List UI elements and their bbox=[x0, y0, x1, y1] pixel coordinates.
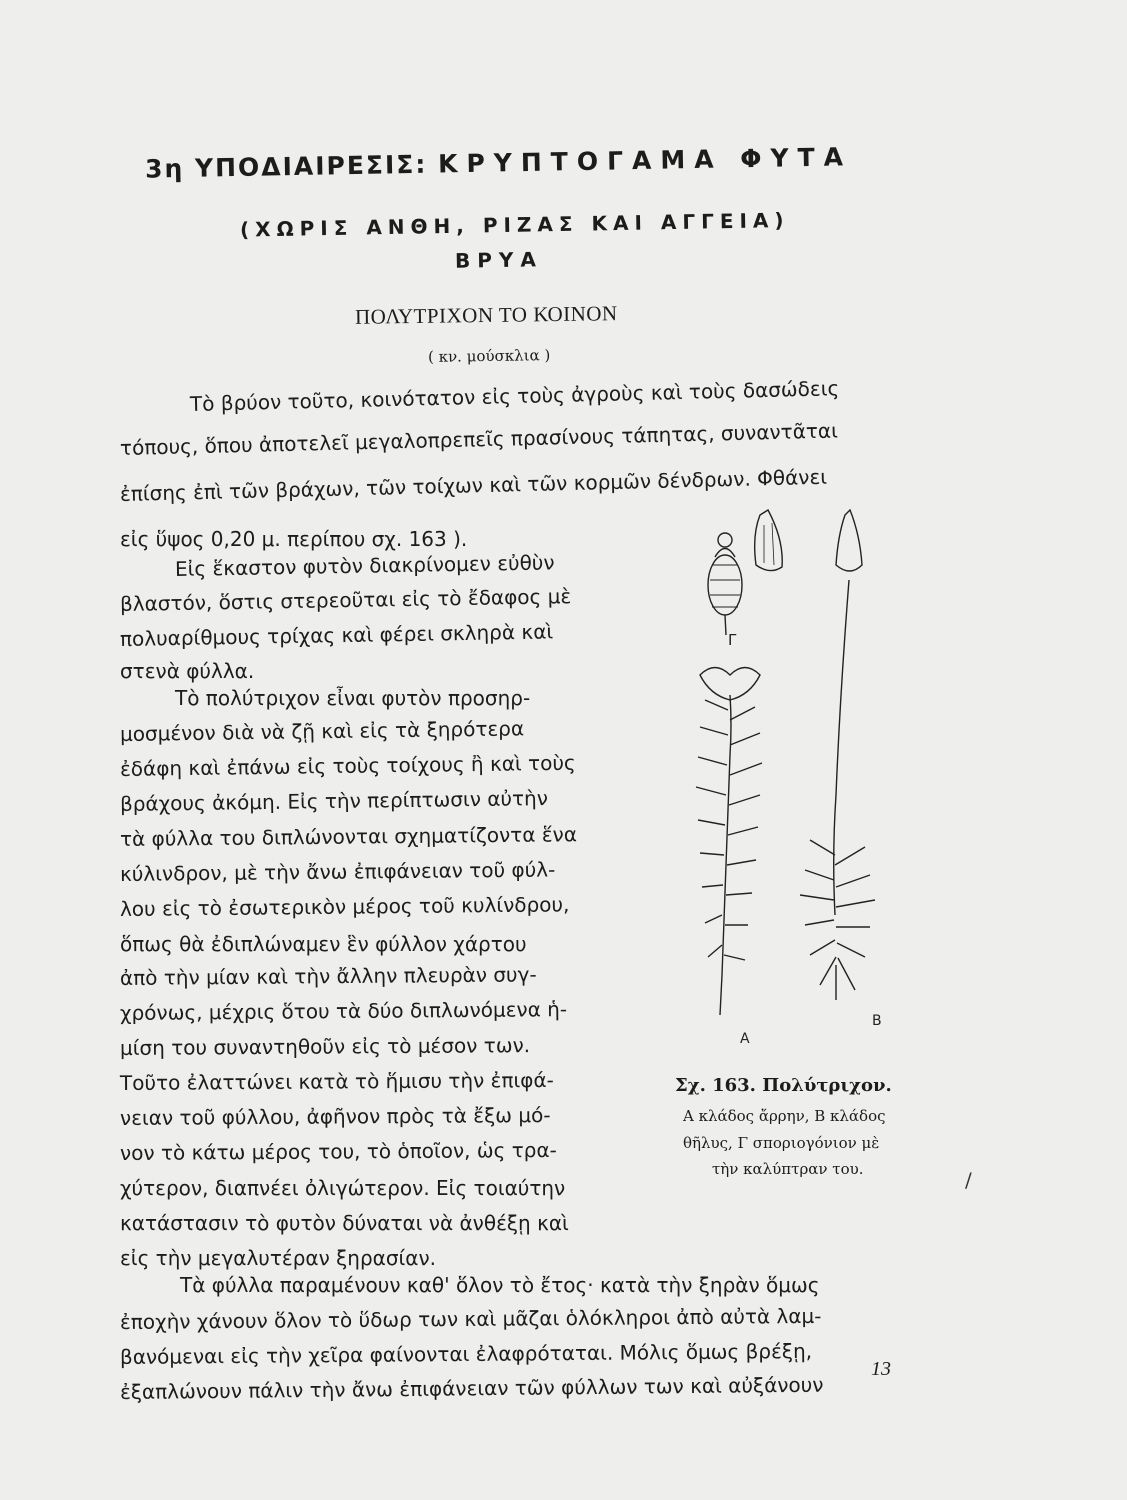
body-line: τὰ φύλλα του διπλώνονται σχηματίζοντα ἕνα bbox=[119, 822, 578, 851]
body-line: ἐποχὴν χάνουν ὅλον τὸ ὕδωρ των καὶ μᾶζαι ὁλόκληροι ἀπὸ αὐτὰ λαμ- bbox=[119, 1303, 822, 1334]
figure-caption-title: Σχ. 163. Πολύτριχον. bbox=[675, 1075, 892, 1096]
body-line: εἰς ὕψος 0,20 μ. περίπου σχ. 163 ). bbox=[120, 527, 468, 551]
section-subtitle: (ΧΩΡΙΣ ΑΝΘΗ, ΡΙΖΑΣ ΚΑΙ ΑΓΓΕΙΑ) bbox=[239, 207, 790, 242]
body-line: μίση του συναντηθοῦν εἰς τὸ μέσον των. bbox=[119, 1033, 531, 1060]
figure-label-c: Γ bbox=[728, 631, 737, 649]
body-line: Τὰ φύλλα παραμένουν καθ' ὅλον τὸ ἔτος· κατὰ τὴν ξηρὰν ὅμως bbox=[180, 1273, 820, 1297]
body-line: τόπους, ὅπου ἀποτελεῖ μεγαλοπρεπεῖς πρασίνους τάπητας, συναντᾶται bbox=[119, 418, 839, 460]
body-line: ἐπίσης ἐπὶ τῶν βράχων, τῶν τοίχων καὶ τῶν κορμῶν δένδρων. Φθάνει bbox=[119, 464, 828, 506]
body-line: ἐξαπλώνουν πάλιν τὴν ἄνω ἐπιφάνειαν τῶν φύλλων των καὶ αὐξάνουν bbox=[119, 1372, 824, 1404]
body-line: στενὰ φύλλα. bbox=[120, 659, 255, 683]
body-line: Τὸ βρύον τοῦτο, κοινότατον εἰς τοὺς ἀγροὺς καὶ τοὺς δασώδεις bbox=[189, 376, 840, 416]
body-line: κατάστασιν τὸ φυτὸν δύναται νὰ ἀνθέξῃ καὶ bbox=[120, 1211, 569, 1235]
body-line: πολυαρίθμους τρίχας καὶ φέρει σκληρὰ καὶ bbox=[119, 619, 554, 651]
section-heading-prefix: 3η ΥΠΟΔΙΑΙΡΕΣΙΣ: bbox=[144, 149, 428, 184]
body-line: βλαστόν, ὅστις στερεοῦται εἰς τὸ ἔδαφος μὲ bbox=[119, 584, 572, 616]
common-name: ( κν. μούσκλια ) bbox=[427, 346, 551, 366]
body-line: Τὸ πολύτριχον εἶναι φυτὸν προσηρ- bbox=[175, 686, 531, 710]
species-heading: ΠΟΛΥΤΡΙΧΟΝ ΤΟ ΚΟΙΝΟΝ bbox=[354, 301, 618, 329]
body-line: μοσμένον διὰ νὰ ζῇ καὶ εἰς τὰ ξηρότερα bbox=[119, 716, 525, 746]
body-line: ἀπὸ τὴν μίαν καὶ τὴν ἄλλην πλευρὰν συγ- bbox=[119, 962, 537, 990]
body-line: ἐδάφη καὶ ἐπάνω εἰς τοὺς τοίχους ἢ καὶ τοὺς bbox=[119, 750, 576, 781]
body-line: Εἰς ἕκαστον φυτὸν διακρίνομεν εὐθὺν bbox=[174, 550, 555, 581]
figure-caption-line: τὴν καλύπτραν του. bbox=[712, 1160, 864, 1178]
group-heading: ΒΡΥΑ bbox=[454, 247, 544, 273]
female-capsule-sketch bbox=[836, 510, 862, 571]
body-line: χύτερον, διαπνέει ὀλιγώτερον. Εἰς τοιαύτην bbox=[120, 1176, 566, 1200]
body-line: ὅπως θὰ ἐδιπλώναμεν ἓν φύλλον χάρτου bbox=[120, 932, 527, 956]
body-line: βανόμεναι εἰς τὴν χεῖρα φαίνονται ἐλαφρόταται. Μόλις ὅμως βρέξῃ, bbox=[119, 1338, 813, 1369]
body-line: χρόνως, μέχρις ὅτου τὰ δύο διπλωνόμενα ἡ- bbox=[119, 997, 568, 1025]
body-line: νον τὸ κάτω μέρος του, τὸ ὁποῖον, ὡς τρα- bbox=[119, 1137, 557, 1165]
body-line: εἰς τὴν μεγαλυτέραν ξηρασίαν. bbox=[120, 1246, 437, 1270]
section-heading bbox=[145, 141, 905, 183]
figure-caption-line: θῆλυς, Γ σποριογόνιον μὲ bbox=[683, 1134, 880, 1152]
body-line: βράχους ἀκόμη. Εἰς τὴν περίπτωσιν αὐτὴν bbox=[119, 786, 549, 816]
calyptra-sketch bbox=[755, 510, 783, 571]
figure-caption-line: Α κλάδος ἄρρην, Β κλάδος bbox=[683, 1107, 886, 1125]
figure-label-a: Α bbox=[740, 1031, 750, 1047]
body-line: λου εἰς τὸ ἐσωτερικὸν μέρος τοῦ κυλίνδρου, bbox=[119, 892, 570, 921]
page-number: 13 bbox=[871, 1358, 891, 1380]
figure-label-b: Β bbox=[872, 1013, 882, 1029]
body-line: Τοῦτο ἐλαττώνει κατὰ τὸ ἥμισυ τὴν ἐπιφά- bbox=[119, 1067, 554, 1095]
moss-illustration bbox=[660, 495, 960, 1055]
section-heading-title: ΚΡΥΠΤΟΓΑΜΑ ΦΥΤΑ bbox=[437, 142, 853, 179]
capsule-sketch bbox=[708, 555, 742, 615]
body-line: νειαν τοῦ φύλλου, ἀφῆνον πρὸς τὰ ἔξω μό- bbox=[119, 1102, 551, 1130]
stray-pen-mark: / bbox=[965, 1168, 972, 1192]
body-line: κύλινδρον, μὲ τὴν ἄνω ἐπιφάνειαν τοῦ φύλ- bbox=[119, 857, 556, 886]
